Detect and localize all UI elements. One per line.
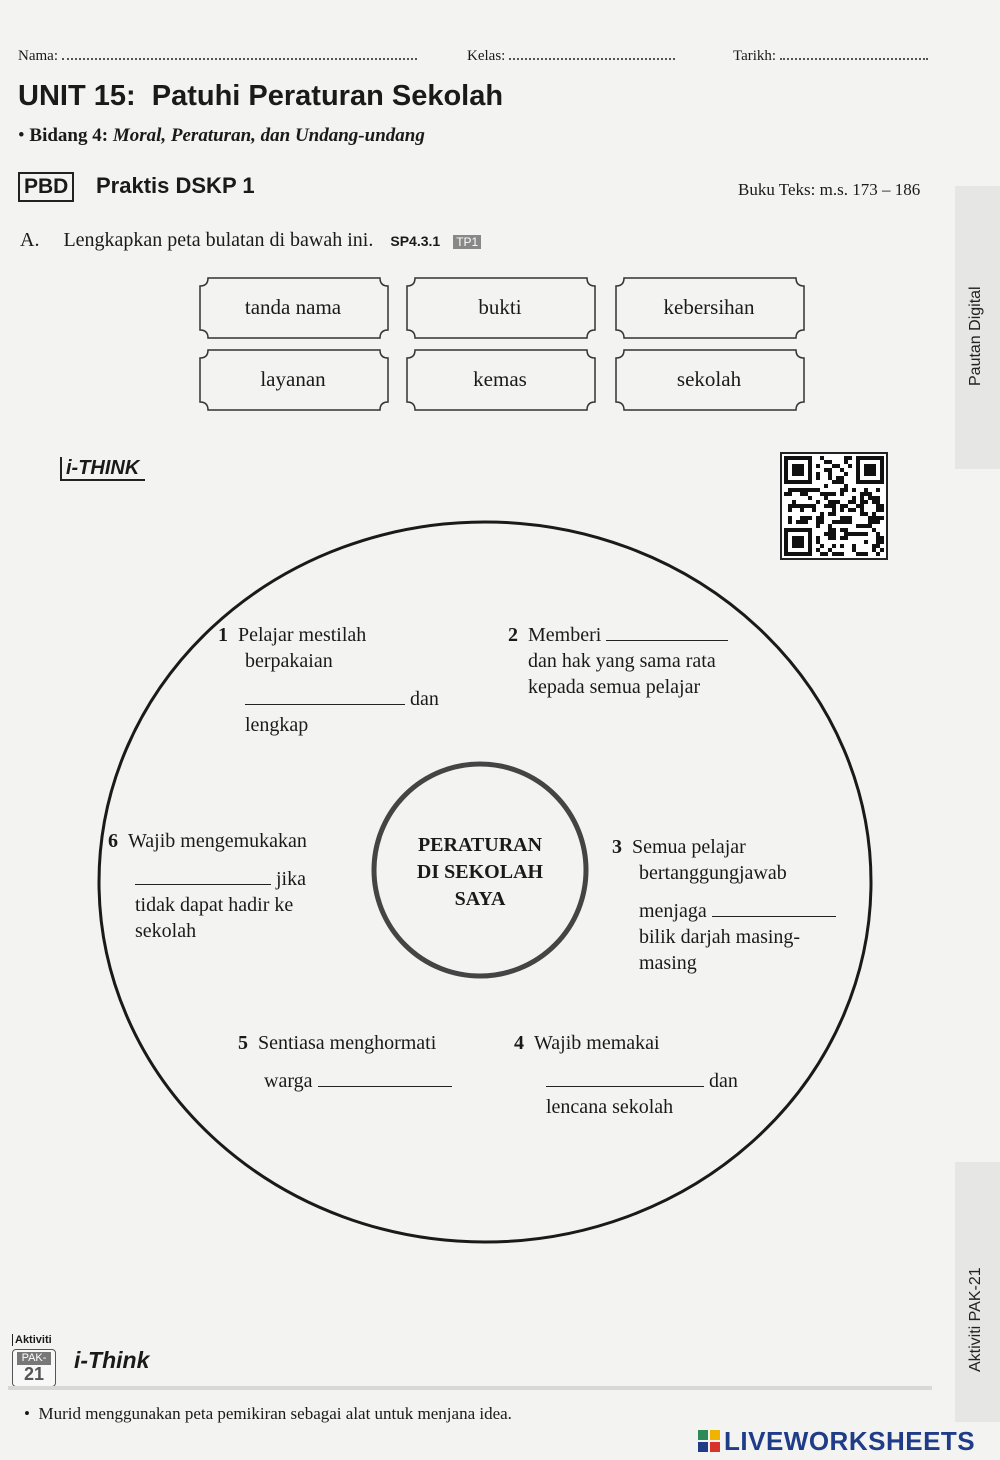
- answer-blank-1[interactable]: [245, 688, 405, 705]
- tarikh-row: [733, 44, 928, 65]
- center-line-1: PERATURAN: [417, 834, 543, 856]
- qr-code-icon[interactable]: [780, 452, 888, 560]
- nama-label: Nama:: [18, 48, 58, 64]
- tarikh-label: Tarikh:: [733, 48, 777, 64]
- answer-blank-5[interactable]: [318, 1070, 452, 1087]
- item-text: kepada semua pelajar: [528, 676, 701, 698]
- item-number: 6: [108, 830, 118, 852]
- item-number: 2: [508, 624, 518, 646]
- bidang-line: [18, 125, 425, 147]
- item-number: 1: [218, 624, 228, 646]
- word-bank-label: sekolah: [676, 366, 742, 391]
- item-text: Wajib memakai: [534, 1032, 660, 1054]
- side-tab-label: Aktiviti PAK-21: [967, 1267, 984, 1372]
- bidang-text: Moral, Peraturan, dan Undang-undang: [112, 125, 425, 146]
- ithink-label: i-THINK: [60, 457, 145, 481]
- item-text: berpakaian: [245, 650, 333, 672]
- liveworksheets-logo[interactable]: [698, 1424, 975, 1458]
- item-text: jika: [276, 868, 306, 890]
- side-tab-aktiviti[interactable]: [955, 1162, 1000, 1422]
- item-text: dan hak yang sama rata: [528, 650, 716, 672]
- item-text: Memberi: [528, 624, 602, 646]
- item-text: lencana sekolah: [546, 1096, 674, 1118]
- center-line-3: SAYA: [454, 888, 506, 910]
- grid-logo-icon: [698, 1430, 720, 1452]
- activity-bullet: [24, 1404, 512, 1424]
- kelas-field[interactable]: [509, 44, 675, 60]
- activity-bullet-text: Murid menggunakan peta pemikiran sebagai alat untuk menjana idea.: [38, 1404, 512, 1423]
- tarikh-field[interactable]: [780, 44, 928, 60]
- word-bank-item[interactable]: [614, 277, 804, 337]
- instruction-letter: A.: [20, 229, 40, 251]
- answer-blank-6[interactable]: [135, 868, 271, 885]
- item-6: [108, 828, 307, 944]
- word-bank-item[interactable]: [614, 349, 804, 409]
- item-text: warga: [264, 1070, 313, 1092]
- side-tab-label: Pautan Digital: [967, 286, 984, 386]
- item-number: 3: [612, 836, 622, 858]
- textbook-ref: Buku Teks: m.s. 173 – 186: [738, 180, 921, 199]
- bidang-prefix: Bidang 4:: [29, 125, 109, 146]
- item-number: 5: [238, 1032, 248, 1054]
- activity-title: i-Think: [74, 1347, 150, 1373]
- pbd-title: Praktis DSKP 1: [96, 173, 255, 198]
- watermark-text: LIVEWORKSHEETS: [724, 1425, 976, 1456]
- pak21-badge-icon: [12, 1349, 56, 1387]
- center-line-2: DI SEKOLAH: [416, 861, 544, 883]
- kelas-label: Kelas:: [467, 48, 506, 64]
- item-text: Semua pelajar: [632, 836, 746, 858]
- item-text: sekolah: [135, 920, 197, 942]
- item-1: [218, 622, 439, 738]
- item-text: dan: [410, 688, 439, 710]
- word-bank-item[interactable]: [198, 277, 388, 337]
- word-bank-item[interactable]: [405, 349, 595, 409]
- word-bank-label: kemas: [473, 366, 527, 391]
- center-topic: [380, 832, 580, 913]
- badge-num: 21: [23, 1364, 45, 1384]
- bullet-icon: •: [24, 1404, 30, 1423]
- word-bank-label: layanan: [260, 366, 326, 391]
- item-3: [612, 834, 836, 976]
- pbd-badge: PBD: [18, 172, 74, 202]
- word-bank-item[interactable]: [405, 277, 595, 337]
- bullet-icon: •: [18, 125, 25, 146]
- item-5: [238, 1030, 452, 1094]
- item-text: Wajib mengemukakan: [128, 830, 307, 852]
- item-text: dan: [709, 1070, 738, 1092]
- unit-title: UNIT 15: Patuhi Peraturan Sekolah: [18, 80, 504, 112]
- tp-badge: TP1: [453, 235, 481, 249]
- sp-code: SP4.3.1: [390, 233, 441, 249]
- aktiviti-small-label: Aktiviti: [12, 1334, 52, 1346]
- item-text: menjaga: [639, 900, 707, 922]
- word-bank-label: kebersihan: [663, 294, 755, 319]
- activity-bullet-bar: [8, 1386, 932, 1390]
- nama-field[interactable]: [62, 44, 417, 60]
- answer-blank-2[interactable]: [606, 624, 728, 641]
- instruction-text: Lengkapkan peta bulatan di bawah ini.: [63, 229, 374, 251]
- instruction-row: [20, 229, 481, 252]
- item-number: 4: [514, 1032, 524, 1054]
- item-text: masing: [639, 952, 697, 974]
- item-text: lengkap: [245, 714, 309, 736]
- word-bank-label: tanda nama: [244, 294, 342, 319]
- kelas-row: [467, 44, 675, 65]
- nama-row: [18, 44, 417, 65]
- answer-blank-4[interactable]: [546, 1070, 704, 1087]
- item-2: [508, 622, 728, 700]
- item-4: [514, 1030, 738, 1120]
- item-text: tidak dapat hadir ke: [135, 894, 294, 916]
- item-text: Sentiasa menghormati: [258, 1032, 437, 1054]
- answer-blank-3[interactable]: [712, 900, 836, 917]
- badge-top: PAK-: [17, 1352, 51, 1365]
- item-text: bertanggungjawab: [639, 862, 787, 884]
- item-text: bilik darjah masing-: [639, 926, 801, 948]
- word-bank-item[interactable]: [198, 349, 388, 409]
- word-bank-label: bukti: [478, 294, 522, 319]
- item-text: Pelajar mestilah: [238, 624, 367, 646]
- side-tab-pautan-digital[interactable]: [955, 186, 1000, 469]
